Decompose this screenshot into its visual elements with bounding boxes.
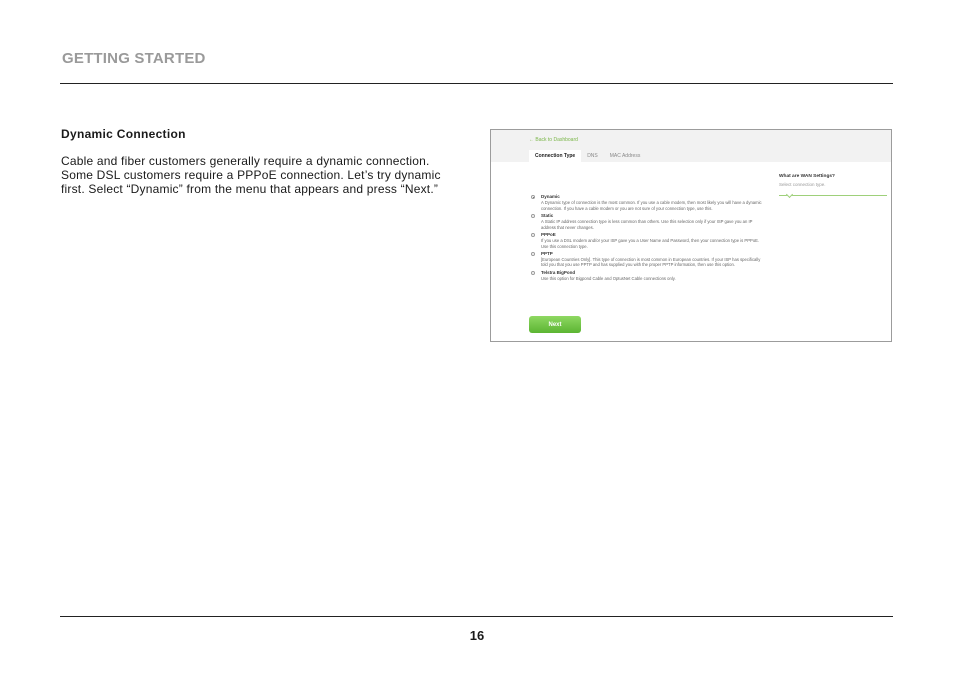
option-dynamic[interactable]: [529, 194, 765, 211]
option-static[interactable]: [529, 213, 765, 230]
option-description: Use this option for Bigpond Cable and OptusNet Cable connections only.: [541, 275, 676, 281]
option-label: Static: [541, 212, 554, 218]
subhead: Dynamic Connection: [61, 127, 186, 141]
radio-telstra-bigpond[interactable]: [531, 271, 535, 275]
option-label: PPTP: [541, 250, 553, 256]
radio-dynamic[interactable]: [531, 195, 535, 199]
page-number: 16: [469, 628, 485, 643]
option-telstra-bigpond[interactable]: [529, 270, 765, 282]
tab-bar: [529, 150, 646, 162]
option-description: A Dynamic type of connection is the most common. If you use a cable modem, then most likely you will have a dynamic connection. If you have a cable modem or you are not sure of your connection type, use this.: [541, 200, 762, 211]
tab-connection-type[interactable]: Connection Type: [529, 150, 581, 162]
help-subtitle: Select connection type.: [779, 182, 826, 187]
option-description: If you use a DSL modem and/or your ISP gave you a User Name and Password, then your connection type is PPPoE. Use this connection type.: [541, 237, 760, 249]
option-pppoe[interactable]: [529, 232, 765, 249]
header-divider: [60, 83, 893, 84]
option-pptp[interactable]: [529, 251, 765, 268]
connection-type-options: [529, 194, 765, 283]
radio-pptp[interactable]: [531, 252, 535, 256]
tab-dns[interactable]: DNS: [587, 153, 598, 159]
option-description: A Static IP address connection type is less common than others. Use this selection only if your ISP gave you an IP address that never changes.: [541, 218, 753, 230]
router-screenshot: [490, 129, 892, 342]
body-paragraph: Cable and fiber customers generally require a dynamic connection. Some DSL customers require a PPPoE connection. Let’s try dynamic first. Select “Dynamic” from the menu that appears and press “Next.”: [61, 154, 441, 196]
help-divider: [779, 195, 887, 196]
option-label: Telstra BigPond: [541, 269, 576, 275]
tab-mac-address[interactable]: MAC Address: [609, 153, 641, 159]
radio-static[interactable]: [531, 214, 535, 218]
next-button[interactable]: Next: [529, 316, 581, 333]
option-description: [European Countries Only]. This type of connection is most common in European countries. If your ISP has specifically told you that you use PPTP and has supplied you with the proper PPTP information, then use this option.: [541, 256, 761, 268]
option-label: PPPoE: [541, 231, 556, 237]
back-to-dashboard-link[interactable]: ← Back to Dashboard: [529, 137, 578, 143]
help-title: What are WAN Settings?: [779, 174, 835, 179]
section-title: GETTING STARTED: [62, 50, 206, 67]
help-pointer-notch: [786, 191, 793, 198]
footer-divider: [60, 616, 893, 617]
radio-pppoe[interactable]: [531, 233, 535, 237]
option-label: Dynamic: [541, 194, 560, 199]
